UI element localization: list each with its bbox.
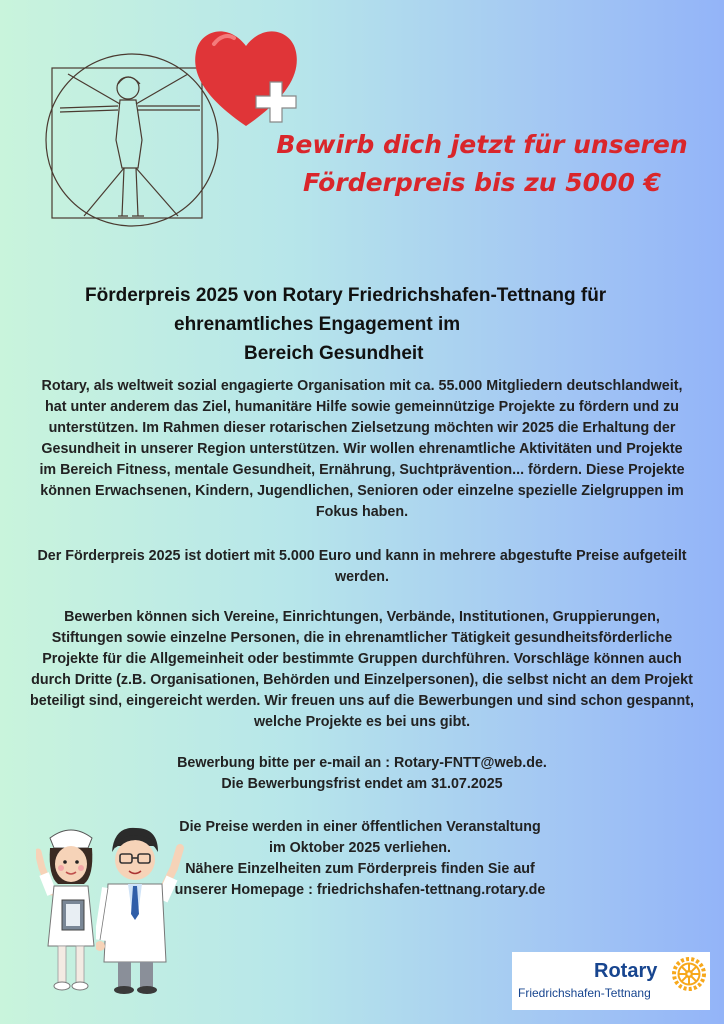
contact-line: Bewerbung bitte per e-mail an : Rotary-FNTT@web.de. (177, 755, 547, 771)
headline-line-1: Bewirb dich jetzt für unseren (276, 130, 688, 159)
intro-line: können Erwachsenen, Kindern, Jugendlichen, Senioren oder einzelne spezielle Zielgruppen im (40, 483, 684, 499)
headline (240, 126, 724, 202)
prize-line: werden. (334, 569, 390, 585)
intro-line: Gesundheit in unserer Region unterstützen. Wir wollen ehrenamtliche Aktivitäten und Projekte (41, 441, 683, 457)
title-line-2: ehrenamtliches Engagement im (174, 314, 461, 335)
intro-paragraph (0, 376, 724, 523)
intro-line: hat unter anderem das Ziel, humanitäre Hilfe sowie gemeinnützige Projekte zu fördern und zu (45, 399, 679, 415)
contact-paragraph (0, 753, 724, 795)
applicants-line: Bewerben können sich Vereine, Einrichtungen, Verbände, Institutionen, Gruppierungen, (64, 609, 660, 625)
applicants-line: welche Projekte es bei uns gibt. (253, 714, 471, 730)
prize-line: Der Förderpreis 2025 ist dotiert mit 5.000 Euro und kann in mehrere abgestufte Preise aufgeteilt (37, 548, 687, 564)
applicants-line: beteiligt sind, eingereicht werden. Wir freuen uns auf die Bewerbungen und sind schon gespannt, (30, 693, 694, 709)
doctor-icon (96, 822, 196, 1002)
applicants-line: Stiftungen sowie einzelne Personen, die in ehrenamtlicher Tätigkeit gesundheitsförderliche (51, 630, 673, 646)
applicants-line: Projekte für die Allgemeinheit oder bestimmte Gruppen durchführen. Vorschläge können auch (42, 651, 682, 667)
heart-plus-icon (192, 22, 300, 134)
applicants-paragraph (0, 607, 724, 733)
event-line: unserer Homepage : friedrichshafen-tettnang.rotary.de (174, 882, 546, 898)
intro-line: Fokus haben. (315, 504, 409, 520)
intro-line: unterstützen. Im Rahmen dieser rotarischen Zielsetzung möchten wir 2025 die Erhaltung der (48, 420, 676, 436)
event-line: im Oktober 2025 verliehen. (269, 840, 451, 856)
prize-paragraph (0, 546, 724, 588)
event-line: Nähere Einzelheiten zum Förderpreis finden Sie auf (185, 861, 535, 877)
applicants-line: durch Dritte (z.B. Organisationen, Behörden und Einzelpersonen), die selbst nicht an dem Projekt (31, 672, 693, 688)
logo-club-name: Friedrichshafen-Tettnang (518, 986, 651, 1000)
intro-line: im Bereich Fitness, mentale Gesundheit, Ernährung, Suchtprävention... fördern. Diese Projekte (39, 462, 685, 478)
contact-line: Die Bewerbungsfrist endet am 31.07.2025 (221, 776, 503, 792)
logo-wordmark: Rotary (594, 960, 658, 982)
headline-line-2: Förderpreis bis zu 5000 € (303, 168, 661, 197)
rotary-wheel-icon (671, 956, 707, 992)
rotary-logo (512, 952, 710, 1010)
title-line-1: Förderpreis 2025 von Rotary Friedrichshafen-Tettnang für (85, 285, 607, 306)
intro-line: Rotary, als weltweit sozial engagierte Organisation mit ca. 55.000 Mitgliedern deutschlandweit, (41, 378, 683, 394)
event-line: Die Preise werden in einer öffentlichen Veranstaltung (179, 819, 541, 835)
title-line-3: Bereich Gesundheit (244, 343, 424, 364)
page-title (0, 281, 724, 368)
